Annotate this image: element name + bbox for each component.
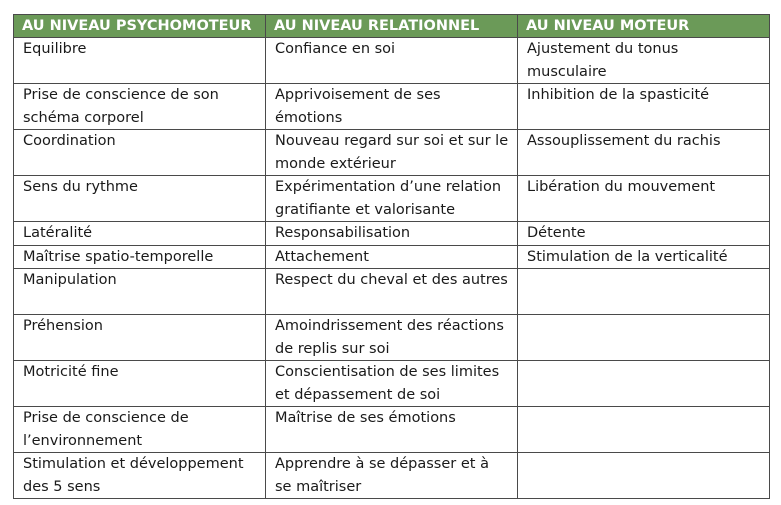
table-row: [14, 176, 770, 222]
header-row: [14, 15, 770, 38]
table-cell: [518, 269, 770, 315]
table-cell: Assouplissement du rachis: [518, 130, 770, 176]
table-cell: Détente: [518, 222, 770, 246]
table-cell: Respect du cheval et des autres: [266, 269, 518, 315]
table-row: [14, 407, 770, 453]
table-row: [14, 361, 770, 407]
table-cell: Conscientisation de ses limites et dépassement de soi: [266, 361, 518, 407]
table-row: [14, 130, 770, 176]
table-cell: Coordination: [14, 130, 266, 176]
table-row: [14, 245, 770, 269]
header-moteur: AU NIVEAU MOTEUR: [518, 15, 770, 38]
header-relationnel: AU NIVEAU RELATIONNEL: [266, 15, 518, 38]
table-cell: Maîtrise de ses émotions: [266, 407, 518, 453]
table-cell: Equilibre: [14, 38, 266, 84]
table-cell: Prise de conscience de l’environnement: [14, 407, 266, 453]
table-cell: Expérimentation d’une relation gratifiante et valorisante: [266, 176, 518, 222]
table-cell: Responsabilisation: [266, 222, 518, 246]
table-cell: [518, 315, 770, 361]
table-row: [14, 38, 770, 84]
table-cell: Attachement: [266, 245, 518, 269]
table-cell: Ajustement du tonus musculaire: [518, 38, 770, 84]
table-row: [14, 269, 770, 315]
table-row: [14, 84, 770, 130]
table-cell: Stimulation et développement des 5 sens: [14, 453, 266, 499]
table-cell: Préhension: [14, 315, 266, 361]
header-psychomoteur: AU NIVEAU PSYCHOMOTEUR: [14, 15, 266, 38]
table-cell: Inhibition de la spasticité: [518, 84, 770, 130]
table-cell: Maîtrise spatio-temporelle: [14, 245, 266, 269]
table-row: [14, 453, 770, 499]
table-cell: Latéralité: [14, 222, 266, 246]
table-cell: Stimulation de la verticalité: [518, 245, 770, 269]
table-cell: Motricité fine: [14, 361, 266, 407]
table-cell: [518, 453, 770, 499]
table-cell: Sens du rythme: [14, 176, 266, 222]
table-cell: Manipulation: [14, 269, 266, 315]
table-cell: Nouveau regard sur soi et sur le monde extérieur: [266, 130, 518, 176]
table-cell: Prise de conscience de son schéma corporel: [14, 84, 266, 130]
table-row: [14, 222, 770, 246]
table-row: [14, 315, 770, 361]
table-cell: Confiance en soi: [266, 38, 518, 84]
table-cell: Apprendre à se dépasser et à se maîtriser: [266, 453, 518, 499]
table-cell: Apprivoisement de ses émotions: [266, 84, 518, 130]
table-cell: Libération du mouvement: [518, 176, 770, 222]
table-cell: [518, 407, 770, 453]
table-cell: Amoindrissement des réactions de replis sur soi: [266, 315, 518, 361]
benefits-table: [13, 14, 770, 499]
table-cell: [518, 361, 770, 407]
